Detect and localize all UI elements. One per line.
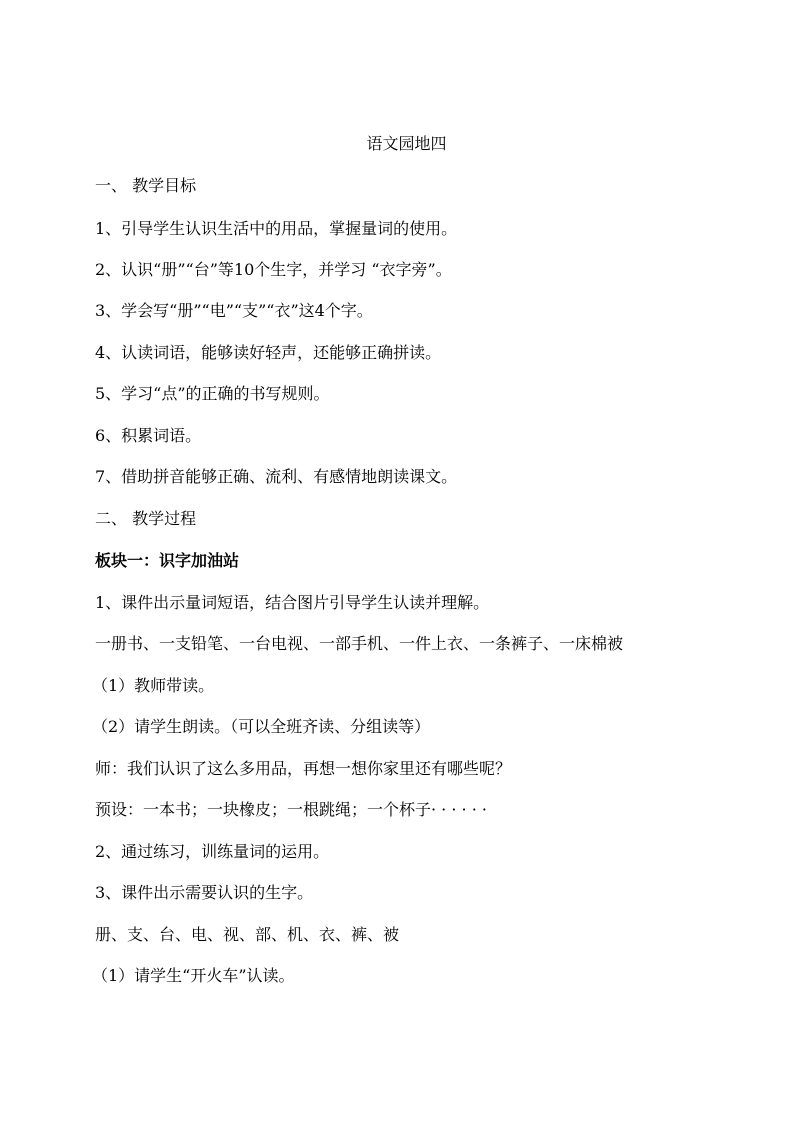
block-heading: 板块一：识字加油站 [95,551,240,570]
process-subitem-2: （2）请学生朗读。（可以全班齐读、分组读等） [92,717,431,736]
process-item-2: 2、通过练习，训练量词的运用。 [95,842,330,861]
goal-item-1: 1、引导学生认识生活中的用品，掌握量词的使用。 [95,219,458,238]
process-subitem-1: （1）教师带读。 [92,676,215,695]
measure-word-list: 一册书、一支铅笔、一台电视、一部手机、一件上衣、一条裤子、一床棉被 [95,634,624,653]
teacher-prompt: 师：我们认识了这么多用品，再想一想你家里还有哪些呢？ [95,759,512,778]
goal-item-4: 4、认读词语，能够读好轻声，还能够正确拼读。 [95,343,442,362]
goal-item-6: 6、积累词语。 [95,426,202,445]
process-subitem-3: （1）请学生“开火车”认读。 [92,966,295,985]
goal-item-2: 2、认识“册”“台”等10个生字，并学习 “衣字旁”。 [95,260,452,279]
preset-answers: 预设：一本书；一块橡皮；一根跳绳；一个杯子· · · · · · [95,800,487,819]
goal-item-3: 3、学会写“册”“电”“支”“衣”这4个字。 [95,301,373,320]
section-heading-goals: 一、 教学目标 [95,176,197,195]
process-item-3: 3、课件出示需要认识的生字。 [95,883,314,902]
character-list: 册、支、台、电、视、部、机、衣、裤、被 [95,925,400,944]
goal-item-7: 7、借助拼音能够正确、流利、有感情地朗读课文。 [95,467,458,486]
process-item-1: 1、课件出示量词短语，结合图片引导学生认读并理解。 [95,593,490,612]
goal-item-5: 5、学习“点”的正确的书写规则。 [95,384,330,403]
page-title: 语文园地四 [366,134,447,153]
section-heading-process: 二、 教学过程 [95,509,197,528]
